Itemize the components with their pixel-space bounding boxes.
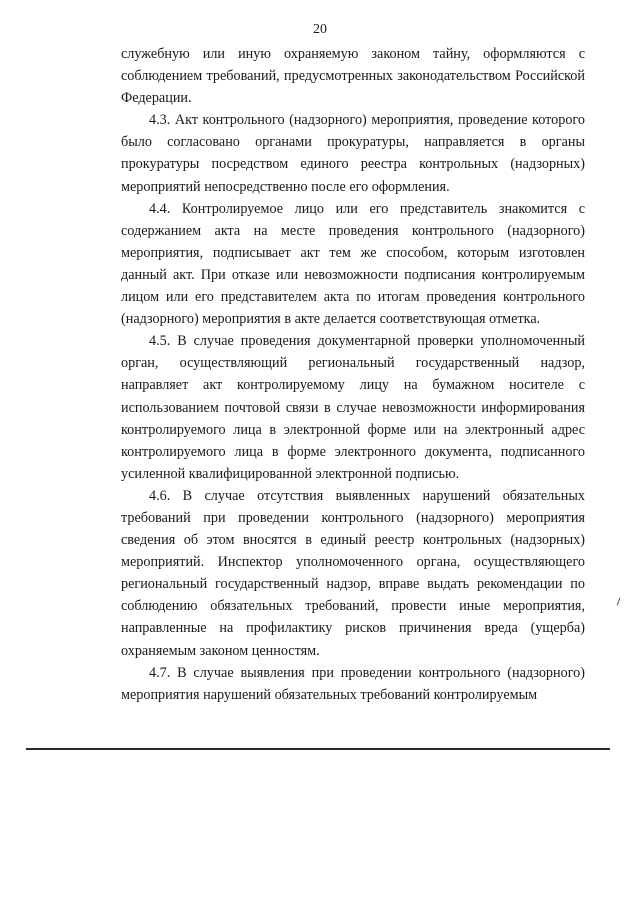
- paragraph-4-4: 4.4. Контролируемое лицо или его представитель знакомится с содержанием акта на месте проведения контрольного (надзорного) мероприятия, подписывает акт тем же способом, которым изготовлен данный акт. При отказе или невозможности подписания контролируемым лицом или его представителем акта по итогам проведения контрольного (надзорного) мероприятия в акте делается соответствующая отметка.: [121, 200, 585, 328]
- footer-rule: [26, 748, 610, 750]
- document-body: [121, 43, 585, 706]
- paragraph-continuation: служебную или иную охраняемую законом тайну, оформляются с соблюдением требований, предусмотренных законодательством Российской Федерации.: [121, 46, 585, 107]
- paragraph-4-3: 4.3. Акт контрольного (надзорного) мероприятия, проведение которого было согласовано органами прокуратуры, направляется в органы прокуратуры посредством единого реестра контрольных (надзорных) мероприятий непосредственно после его оформления.: [121, 112, 585, 195]
- paragraph-4-6: 4.6. В случае отсутствия выявленных нарушений обязательных требований при проведении контрольного (надзорного) мероприятия сведения об этом вносятся в единый реестр контрольных (надзорных) мероприятий. Инспектор уполномоченного органа, осуществляющего региональный государственный надзор, вправе выдать рекомендации по соблюдению обязательных требований, провести иные мероприятия, направленные на профилактику рисков причинения вреда (ущерба) охраняемым законом ценностям.: [121, 487, 585, 659]
- margin-mark: [617, 598, 623, 607]
- paragraph-4-5: 4.5. В случае проведения документарной проверки уполномоченный орган, осуществляющий региональный государственный надзор, направляет акт контролируемому лицу на бумажном носителе с использованием почтовой связи в случае невозможности информирования контролируемого лица в электронной форме или на электронный адрес контролируемого лица в форме электронного документа, подписанного усиленной квалифицированной электронной подписью.: [121, 333, 585, 482]
- page-number: 20: [313, 22, 327, 37]
- paragraph-4-7: 4.7. В случае выявления при проведении контрольного (надзорного) мероприятия нарушений обязательных требований контролируемым: [121, 664, 585, 703]
